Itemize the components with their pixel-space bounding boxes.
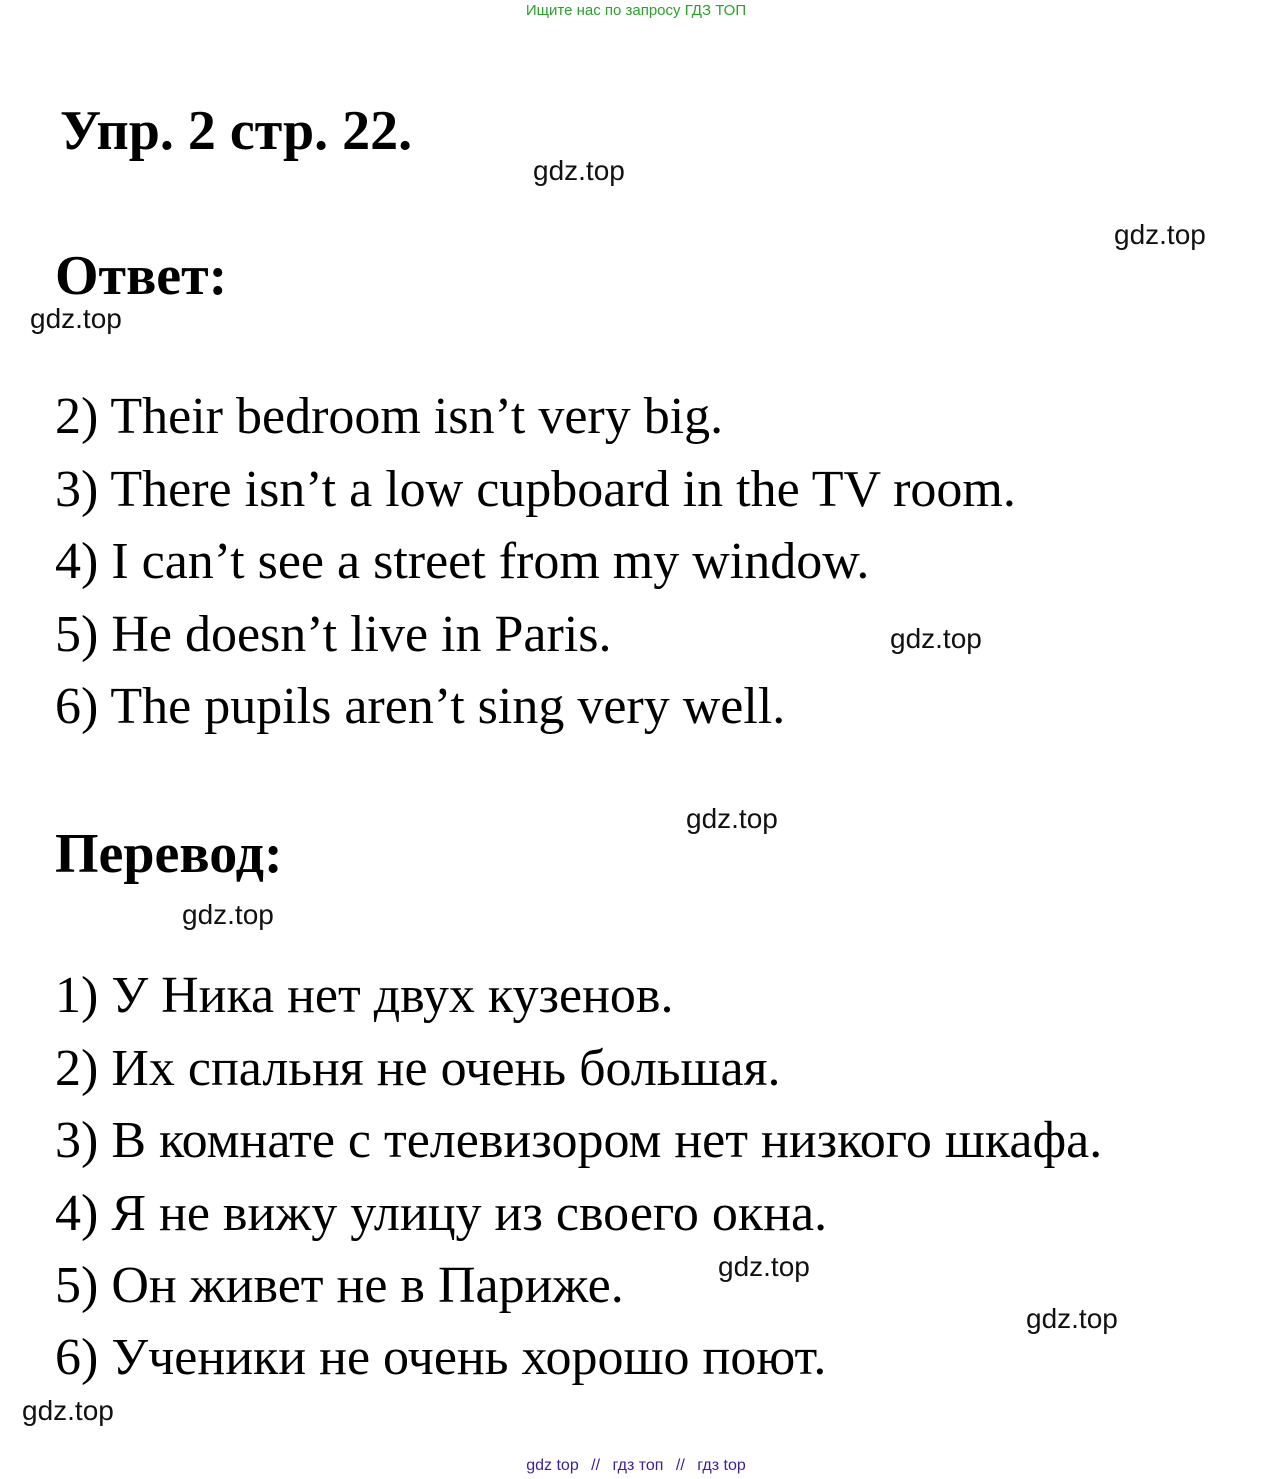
translation-line: 2) Их спальня не очень большая. [55,1040,781,1097]
answer-line: 6) The pupils aren’t sing very well. [55,678,786,735]
watermark: gdz.top [718,1251,810,1282]
answer-line: 2) Their bedroom isn’t very big. [55,388,724,445]
answer-line: 4) I can’t see a street from my window. [55,533,870,590]
answer-line: 5) He doesn’t live in Paris. [55,606,612,663]
translation-heading: Перевод: [55,823,283,885]
footer-separator: // [591,1457,601,1474]
watermark: gdz.top [890,623,982,654]
footer-link-gdz-top[interactable]: gdz top [526,1457,579,1474]
translation-line: 6) Ученики не очень хорошо поют. [55,1329,827,1386]
watermark: gdz.top [686,803,778,834]
watermark: gdz.top [1114,219,1206,250]
translation-line: 4) Я не вижу улицу из своего окна. [55,1185,828,1242]
translation-line: 1) У Ника нет двух кузенов. [55,967,674,1024]
exercise-title: Упр. 2 стр. 22. [60,100,413,162]
watermark: gdz.top [30,303,122,334]
footer-separator: // [675,1457,685,1474]
top-banner-link[interactable]: Ищите нас по запросу ГДЗ ТОП [525,2,747,19]
translation-line: 3) В комнате с телевизором нет низкого шкафа. [55,1112,1103,1169]
translation-line: 5) Он живет не в Париже. [55,1257,624,1314]
watermark: gdz.top [1026,1303,1118,1334]
watermark: gdz.top [22,1395,114,1426]
watermark: gdz.top [182,899,274,930]
answer-line: 3) There isn’t a low cupboard in the TV room. [55,461,1016,518]
answer-heading: Ответ: [55,245,228,307]
watermark: gdz.top [533,155,625,186]
footer-link-gdz-top-mixed[interactable]: гдз top [697,1457,746,1474]
footer-links [0,1457,1272,1475]
footer-link-gdz-top-ru[interactable]: гдз топ [612,1457,664,1474]
